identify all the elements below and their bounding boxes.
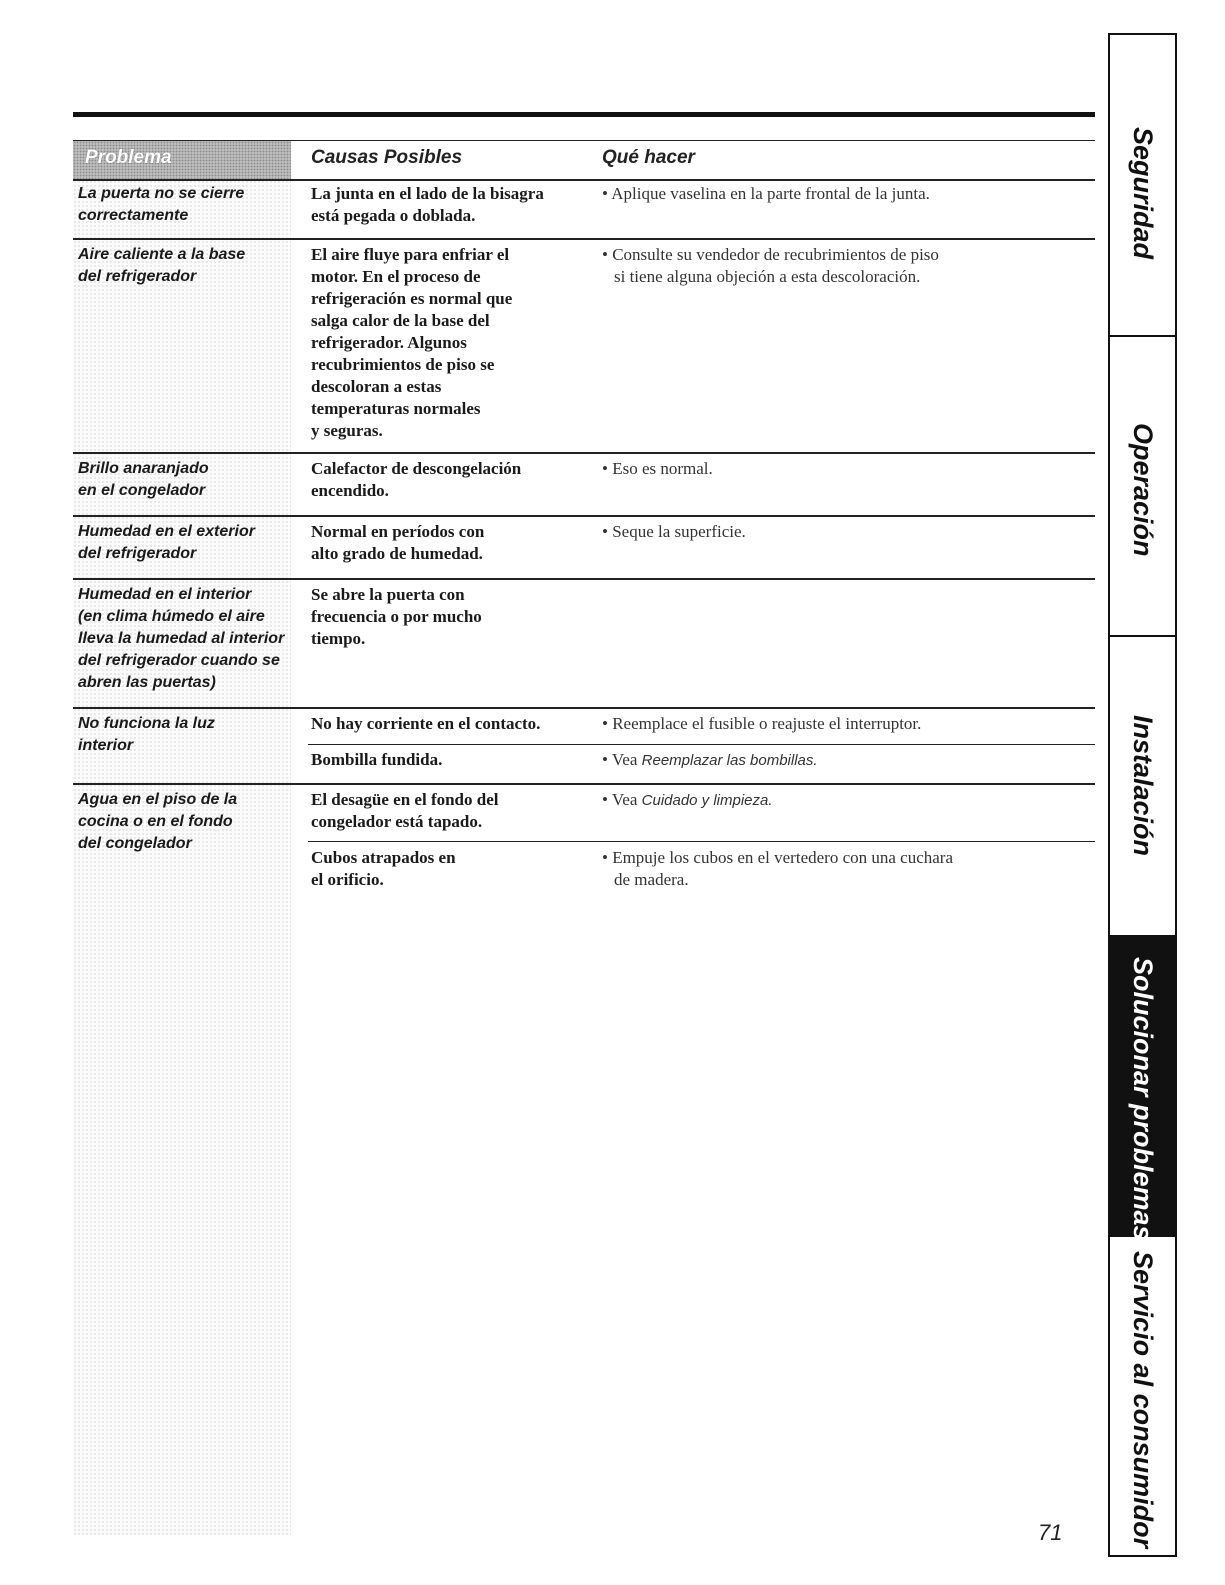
action-text: • Eso es normal.	[602, 459, 713, 478]
table-row	[73, 240, 1095, 454]
cause-text: Normal en períodos con alto grado de humedad.	[311, 522, 485, 563]
action-text: • Seque la superficie.	[602, 522, 746, 541]
table-row	[73, 785, 1095, 1545]
sub-rule	[308, 744, 1095, 745]
side-tab-bar	[1108, 33, 1177, 1557]
cause-text: Se abre la puerta con frecuencia o por mucho tiempo.	[311, 585, 482, 648]
tab-solucionar-problemas[interactable]: Solucionar problemas	[1110, 937, 1175, 1237]
cause-text: Bombilla fundida.	[311, 750, 443, 769]
tab-seguridad[interactable]: Seguridad	[1110, 35, 1175, 337]
table-row	[73, 454, 1095, 517]
action-text: • Reemplace el fusible o reajuste el interruptor.	[602, 714, 922, 733]
tab-operacion[interactable]: Operación	[1110, 337, 1175, 637]
table-row	[73, 709, 1095, 785]
header-problem: Problema	[85, 147, 172, 168]
page-number: 71	[1038, 1520, 1063, 1545]
cause-text: Cubos atrapados en el orificio.	[311, 848, 456, 889]
cause-text: El desagüe en el fondo del congelador está tapado.	[311, 790, 499, 831]
problem-text: No funciona la luz interior	[78, 715, 215, 754]
problem-text: Aire caliente a la base del refrigerador	[78, 246, 246, 285]
top-rule	[73, 112, 1095, 117]
header-problem-cell	[73, 141, 291, 179]
tab-instalacion[interactable]: Instalación	[1110, 637, 1175, 937]
action-text: • Vea Cuidado y limpieza.	[602, 790, 773, 809]
problem-text: Agua en el piso de la cocina o en el fondo del congelador	[78, 791, 238, 852]
cause-text: El aire fluye para enfriar el motor. En el proceso de refrigeración es normal que salga calor de la base del refrigerador. Algunos recubrimientos de piso se descoloran a estas temperaturas normales y seguras.	[311, 245, 513, 440]
problem-text: Humedad en el interior (en clima húmedo el aire lleva la humedad al interior del refrigerador cuando se abren las puertas)	[78, 586, 285, 691]
problem-text: Brillo anaranjado en el congelador	[78, 460, 209, 499]
cause-text: La junta en el lado de la bisagra está pegada o doblada.	[311, 184, 544, 225]
table-row	[73, 517, 1095, 580]
problem-text: Humedad en el exterior del refrigerador	[78, 523, 255, 562]
cause-text: Calefactor de descongelación encendido.	[311, 459, 522, 500]
problem-text: La puerta no se cierre correctamente	[78, 185, 245, 224]
header-causes: Causas Posibles	[311, 147, 463, 168]
table-row	[73, 179, 1095, 240]
action-text: • Aplique vaselina en la parte frontal de la junta.	[602, 184, 930, 203]
header-action: Qué hacer	[602, 147, 695, 168]
tab-servicio-al-consumidor[interactable]: Servicio al consumidor	[1128, 1251, 1158, 1549]
cause-text: No hay corriente en el contacto.	[311, 714, 541, 733]
action-text: • Empuje los cubos en el vertedero con una cuchara de madera.	[602, 848, 954, 889]
action-text: • Vea Reemplazar las bombillas.	[602, 750, 818, 769]
action-text: • Consulte su vendedor de recubrimientos de piso si tiene alguna objeción a esta descoloración.	[602, 245, 939, 286]
table-header	[73, 140, 1095, 181]
sub-rule	[308, 841, 1095, 842]
table-row	[73, 580, 1095, 709]
